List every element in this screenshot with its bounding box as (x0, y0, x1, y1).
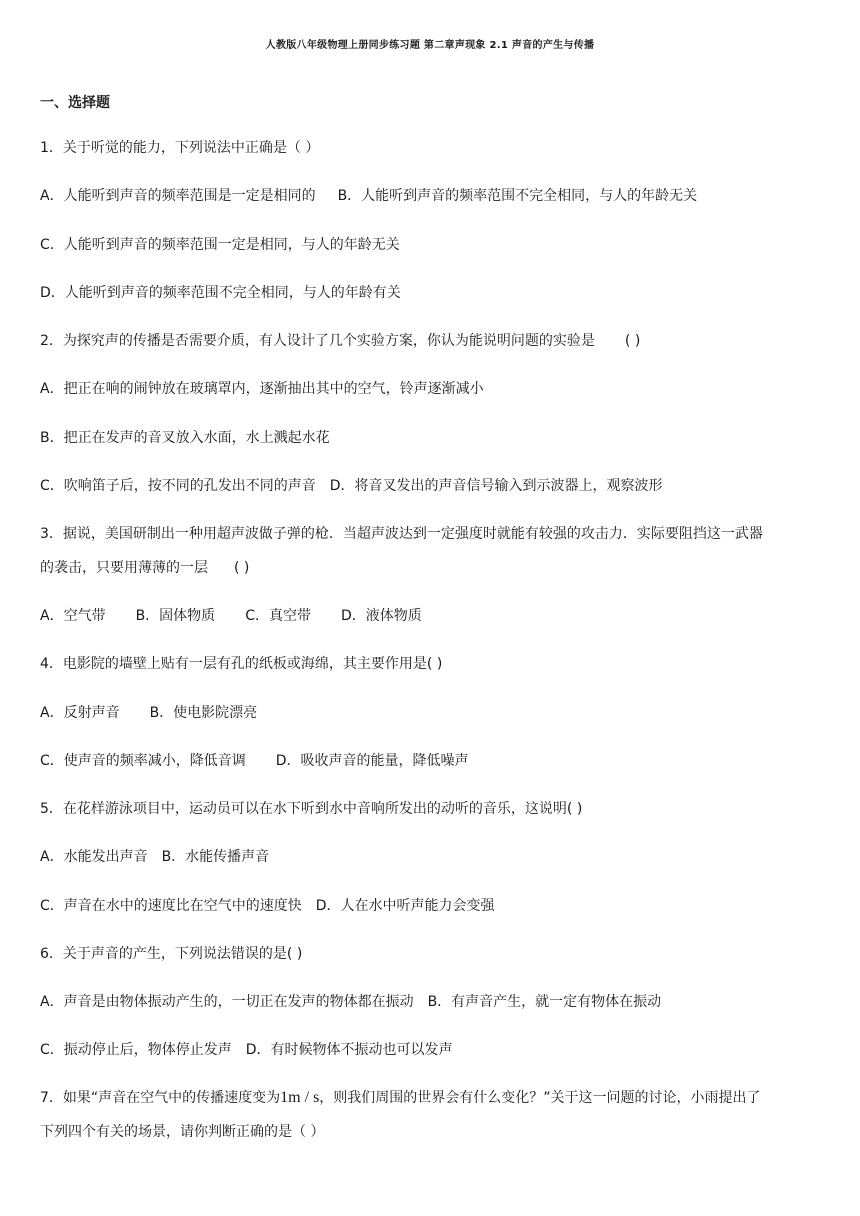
question-4-options-ab (40, 702, 257, 722)
section-heading: 一、选择题 (40, 95, 110, 111)
question-3-stem-line-1: 3．据说，美国研制出一种用超声波做子弹的枪．当超声波达到一定强度时就能有较强的攻击力．实际要阻挡这一武器 (40, 526, 763, 542)
question-1-option-c: C．人能听到声音的频率范围一定是相同，与人的年龄无关 (40, 237, 400, 253)
question-2-answer-paren: ( ) (624, 333, 641, 349)
question-5-options-ab (40, 846, 269, 866)
question-5-option-b: B．水能传播声音 (161, 849, 270, 865)
question-3-option-c: C．真空带 (245, 608, 311, 624)
question-2-option-a: A．把正在响的闹钟放在玻璃罩内，逐渐抽出其中的空气，铃声逐渐减小 (40, 381, 484, 397)
question-5-option-d: D．人在水中听声能力会变强 (315, 898, 495, 914)
question-7-stem-line-1 (40, 1087, 761, 1107)
question-7-speed-unit: 1m / s (280, 1089, 320, 1106)
question-6-option-c: C．振动停止后，物体停止发声 (40, 1042, 232, 1058)
question-2-option-c: C．吹响笛子后，按不同的孔发出不同的声音 (40, 478, 316, 494)
question-2-option-b: B．把正在发声的音叉放入水面，水上溅起水花 (40, 430, 330, 446)
question-1-option-a: A．人能听到声音的频率范围是一定是相同的 (40, 188, 316, 204)
question-3-options (40, 605, 422, 625)
question-7-stem-post: ，则我们周围的世界会有什么变化？”关于这一问题的讨论，小雨提出了 (319, 1090, 761, 1106)
question-3-stem-2: 的袭击，只要用薄薄的一层 (40, 560, 208, 576)
question-3-option-b: B．固体物质 (135, 608, 216, 624)
question-3-option-a: A．空气带 (40, 608, 106, 624)
question-3-option-d: D．液体物质 (340, 608, 422, 624)
question-5-stem: 5．在花样游泳项目中，运动员可以在水下听到水中音响所发出的动听的音乐，这说明( ) (40, 801, 583, 817)
question-4-option-a: A．反射声音 (40, 705, 120, 721)
question-6-options-ab (40, 991, 661, 1011)
question-2-options-cd (40, 475, 663, 495)
question-6-option-d: D．有时候物体不振动也可以发声 (245, 1042, 453, 1058)
question-2-stem: 2．为探究声的传播是否需要介质，有人设计了几个实验方案，你认为能说明问题的实验是 (40, 333, 595, 349)
question-6-stem: 6．关于声音的产生，下列说法错误的是( ) (40, 946, 303, 962)
question-2-stem-line (40, 330, 640, 350)
question-7-stem-pre: 7．如果“声音在空气中的传播速度变为 (40, 1090, 281, 1106)
question-3-stem-line-2 (40, 557, 249, 577)
question-1-option-b: B．人能听到声音的频率范围不完全相同，与人的年龄无关 (337, 188, 698, 204)
question-1-stem: 1．关于听觉的能力，下列说法中正确是（ ） (40, 140, 320, 156)
question-4-option-c: C．使声音的频率减小，降低音调 (40, 753, 246, 769)
question-6-option-b: B．有声音产生，就一定有物体在振动 (427, 994, 662, 1010)
question-6-options-cd (40, 1039, 453, 1059)
question-7-stem-line-2: 下列四个有关的场景，请你判断正确的是（ ） (40, 1124, 325, 1140)
question-2-option-d: D．将音叉发出的声音信号输入到示波器上，观察波形 (329, 478, 663, 494)
question-1-options-ab (40, 185, 697, 205)
document-title: 人教版八年级物理上册同步练习题 第二章声现象 2.1 声音的产生与传播 (265, 40, 595, 51)
question-5-option-c: C．声音在水中的速度比在空气中的速度快 (40, 898, 302, 914)
question-4-options-cd (40, 750, 469, 770)
question-4-option-d: D．吸收声音的能量，降低噪声 (275, 753, 469, 769)
question-3-answer-paren: ( ) (234, 560, 250, 576)
question-4-option-b: B．使电影院漂亮 (149, 705, 258, 721)
question-6-option-a: A．声音是由物体振动产生的，一切正在发声的物体都在振动 (40, 994, 414, 1010)
question-4-stem: 4．电影院的墙壁上贴有一层有孔的纸板或海绵，其主要作用是( ) (40, 656, 443, 672)
question-1-option-d: D．人能听到声音的频率范围不完全相同，与人的年龄有关 (40, 285, 401, 301)
question-5-option-a: A．水能发出声音 (40, 849, 148, 865)
question-5-options-cd (40, 895, 495, 915)
